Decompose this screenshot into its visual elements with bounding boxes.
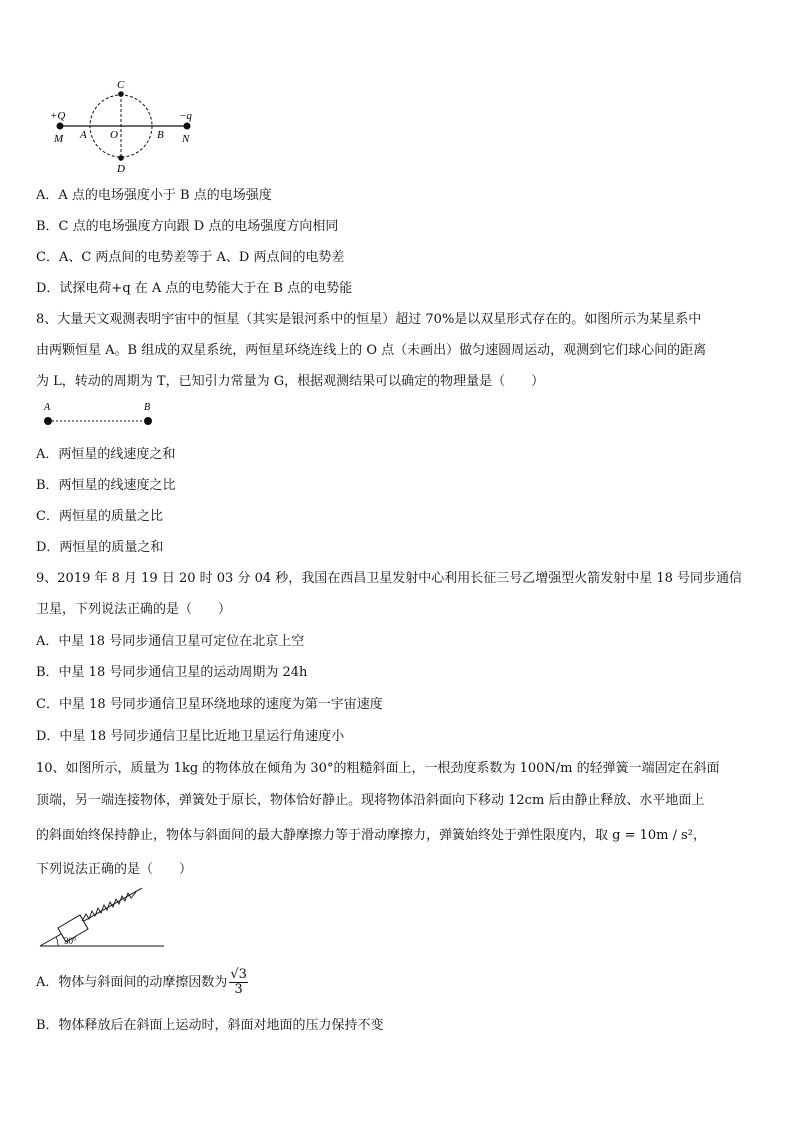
label-a: A bbox=[80, 129, 87, 141]
q8-option-a: A．两恒星的线速度之和 bbox=[36, 447, 176, 462]
fraction-sqrt3-over-3 bbox=[229, 968, 248, 997]
fraction-denominator: 3 bbox=[234, 982, 243, 997]
label-b: B bbox=[157, 129, 164, 141]
figure-q7-charges bbox=[40, 72, 210, 182]
q10-option-a-text: A．物体与斜面间的动摩擦因数为 bbox=[36, 975, 228, 990]
q10-stem-line-1: 10、如图所示，质量为 1kg 的物体放在倾角为 30°的粗糙斜面上，一根劲度系数为 100N/m 的轻弹簧一端固定在斜面 bbox=[36, 761, 720, 776]
q8-option-b: B．两恒星的线速度之比 bbox=[36, 478, 176, 493]
q9-option-d: D．中星 18 号同步通信卫星比近地卫星运行角速度小 bbox=[36, 729, 345, 744]
label-o: O bbox=[110, 129, 118, 141]
figure-q8-binary-stars bbox=[38, 400, 168, 432]
q8-option-c: C．两恒星的质量之比 bbox=[36, 509, 163, 524]
label-c: C bbox=[117, 79, 125, 91]
label-d: D bbox=[117, 163, 125, 175]
q10-stem-line-3: 的斜面始终保持静止，物体与斜面间的最大静摩擦力等于滑动摩擦力，弹簧始终处于弹性限度内，取 g = 10m / s²， bbox=[36, 828, 707, 843]
q9-option-b: B．中星 18 号同步通信卫星的运动周期为 24h bbox=[36, 665, 308, 680]
q7-option-b: B．C 点的电场强度方向跟 D 点的电场强度方向相同 bbox=[36, 219, 339, 234]
q7-option-c: C．A、C 两点间的电势差等于 A、D 两点间的电势差 bbox=[36, 250, 345, 265]
q9-stem-line-1: 9、2019 年 8 月 19 日 20 时 03 分 04 秒，我国在西昌卫星发射中心利用长征三号乙增强型火箭发射中星 18 号同步通信 bbox=[36, 571, 743, 586]
q10-option-a bbox=[36, 966, 248, 1000]
label-angle: 30° bbox=[64, 936, 77, 946]
fraction-numerator: √3 bbox=[230, 967, 247, 982]
q9-option-c: C．中星 18 号同步通信卫星环绕地球的速度为第一宇宙速度 bbox=[36, 697, 383, 712]
q8-stem-line-1: 8、大量天文观测表明宇宙中的恒星（其实是银河系中的恒星）超过 70%是以双星形式存在的。如图所示为某星系中 bbox=[36, 312, 702, 327]
q9-option-a: A．中星 18 号同步通信卫星可定位在北京上空 bbox=[36, 634, 305, 649]
q8-option-d: D．两恒星的质量之和 bbox=[36, 540, 164, 555]
q8-stem-line-2: 由两颗恒星 A。B 组成的双星系统，两恒星环绕连线上的 O 点（未画出）做匀速圆周运动，观测到它们球心间的距离 bbox=[36, 343, 707, 358]
label-n: N bbox=[182, 133, 190, 145]
q8-stem-line-3: 为 L，转动的周期为 T，已知引力常量为 G，根据观测结果可以确定的物理量是（ ） bbox=[36, 374, 545, 389]
label-m: M bbox=[54, 133, 64, 145]
label-pos-q: +Q bbox=[50, 110, 66, 122]
figure-q10-incline bbox=[36, 880, 176, 952]
q10-stem-line-2: 顶端，另一端连接物体，弹簧处于原长，物体恰好静止。现将物体沿斜面向下移动 12cm 后由静止释放、水平地面上 bbox=[36, 793, 705, 808]
label-star-a: A bbox=[44, 402, 51, 413]
q9-stem-line-2: 卫星，下列说法正确的是（ ） bbox=[36, 602, 232, 617]
q7-option-a: A．A 点的电场强度小于 B 点的电场强度 bbox=[36, 188, 272, 203]
label-neg-q: −q bbox=[179, 110, 192, 122]
q10-option-b: B．物体释放后在斜面上运动时，斜面对地面的压力保持不变 bbox=[36, 1018, 384, 1033]
label-star-b: B bbox=[144, 402, 151, 413]
q10-stem-line-4: 下列说法正确的是（ ） bbox=[36, 862, 193, 877]
q7-option-d: D．试探电荷+q 在 A 点的电势能大于在 B 点的电势能 bbox=[36, 281, 353, 296]
